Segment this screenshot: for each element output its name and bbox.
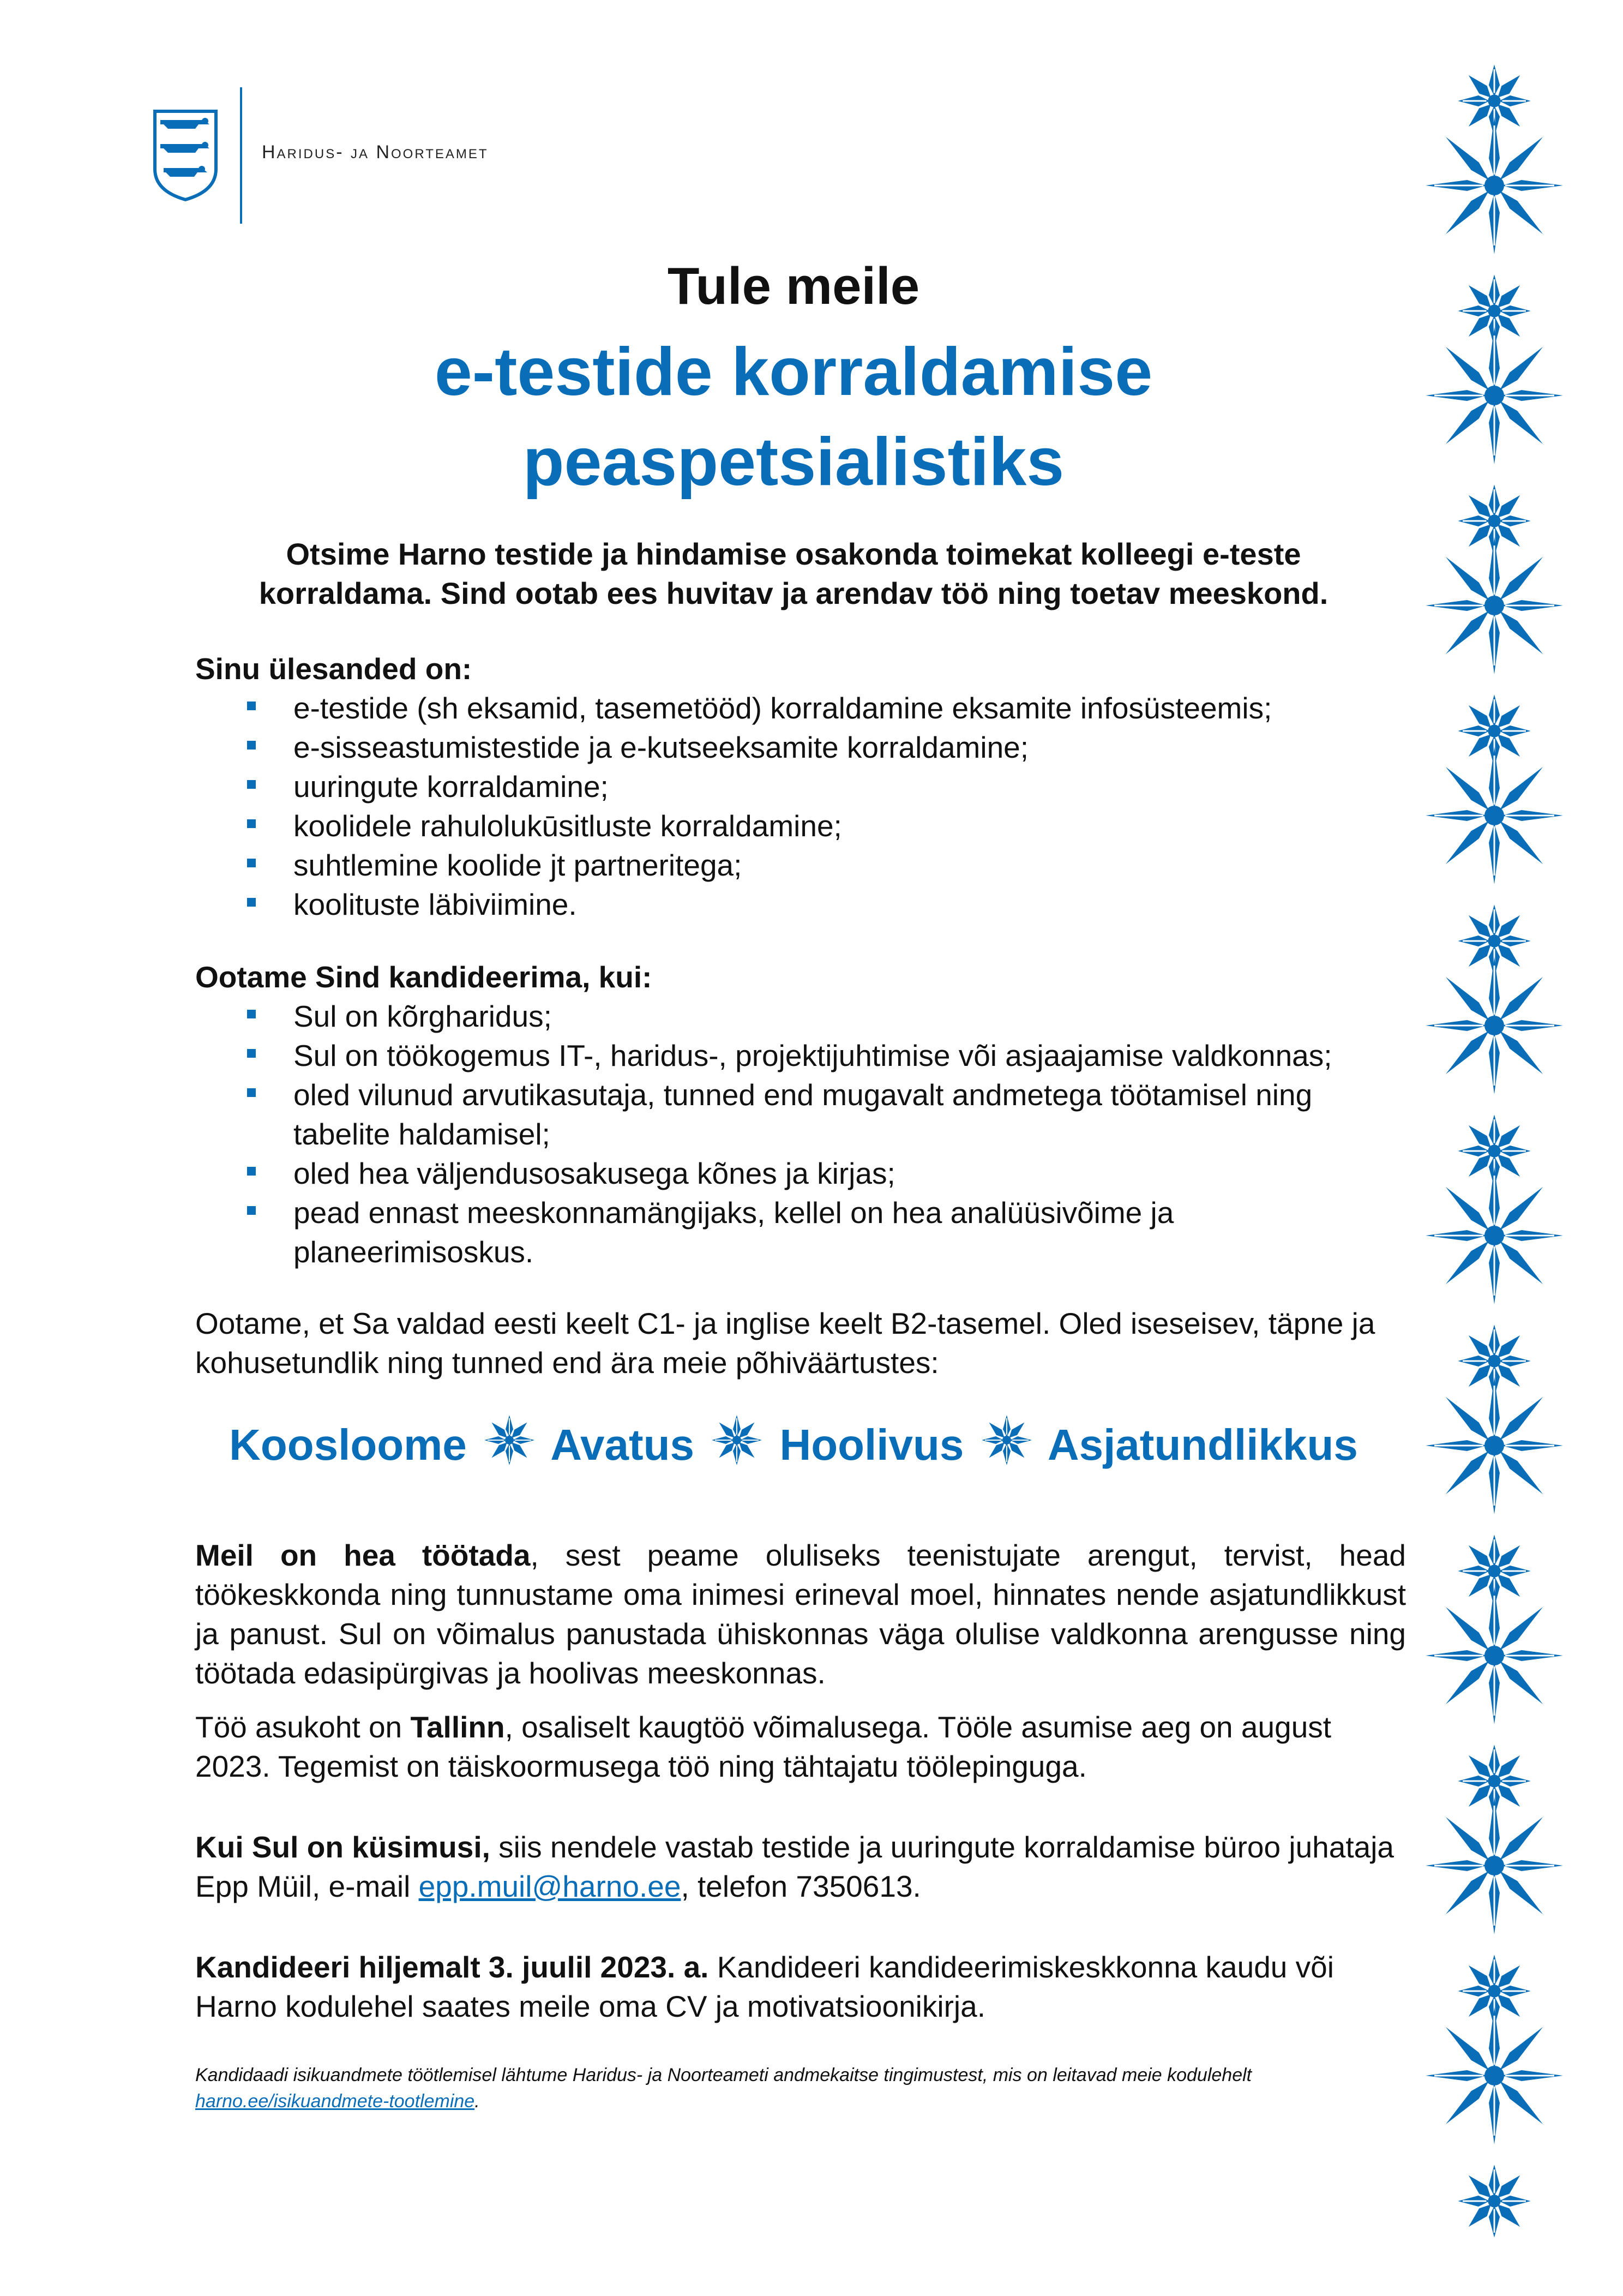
list-item: e-testide (sh eksamid, tasemetööd) korraldamine eksamite infosüsteemis; [195, 688, 1406, 728]
work-environment-rest: , sest peame oluliseks teenistujate arengut, tervist, head töökeskkonda ning tunnustame oma inimesi erineval moel, hinnates nende asjatundlikkust ja panust. Sul on võimalus panustada ühiskonnas väga olulise valdkonna arengusse ning töötada edasipürgivas ja hoolivas meeskonnas. [195, 1538, 1406, 1690]
list-item: koolidele rahulolukūsitluste korraldamine; [195, 806, 1406, 846]
apply-bold: Kandideeri hiljemalt 3. juulil 2023. a. [195, 1950, 709, 1984]
contact-text [195, 1827, 1406, 1906]
snowflake-star-icon [710, 1413, 764, 1467]
list-item: suhtlemine koolide jt partneritega; [195, 846, 1406, 885]
snowflake-star-icon [1458, 2165, 1530, 2237]
snowflake-star-icon [1426, 1377, 1563, 1514]
org-name: Haridus- ja Noorteamet [262, 142, 489, 163]
job-title-line2: peaspetsialistiks [522, 424, 1065, 500]
email-link[interactable]: epp.muil@harno.ee [418, 1869, 681, 1903]
list-item: uuringute korraldamine; [195, 767, 1406, 806]
snowflake-star-icon [1426, 537, 1563, 674]
value-item: Avatus [550, 1420, 695, 1469]
location-pre: Töö asukoht on [195, 1710, 411, 1744]
title-small: Tule meile [667, 257, 920, 315]
list-item: Sul on kõrgharidus; [195, 997, 1406, 1036]
work-environment-text [195, 1536, 1406, 1693]
snowflake-star-icon [1426, 1167, 1563, 1304]
list-item: koolituste läbiviimine. [195, 885, 1406, 924]
ornament-column [1412, 55, 1576, 2291]
privacy-note [195, 2062, 1406, 2114]
snowflake-star-icon [979, 1413, 1034, 1467]
value-item: Hoolivus [779, 1420, 964, 1469]
coat-of-arms-icon [153, 109, 218, 202]
job-title-line1: e-testide korraldamise [434, 334, 1153, 410]
value-item: Koosloome [229, 1420, 467, 1469]
tasks-list [195, 688, 1406, 924]
header-logo [153, 87, 567, 229]
apply-rest: Kandideeri kandideerimiskeskkonna kaudu või Harno kodulehel saates meile oma CV ja motivatsioonikirja. [195, 1950, 1334, 2023]
tasks-section [195, 649, 1406, 924]
list-item: pead ennast meeskonnamängijaks, kellel on hea analüüsivõime ja planeerimisoskus. [195, 1193, 1406, 1272]
snowflake-star-icon [1426, 2007, 1563, 2144]
privacy-link[interactable]: harno.ee/isikuandmete-tootlemine [195, 2091, 475, 2112]
logo-divider [240, 87, 242, 224]
job-title [153, 327, 1434, 507]
list-item: Sul on töökogemus IT-, haridus-, projektijuhtimise või asjaajamise valdkonnas; [195, 1036, 1406, 1075]
value-item: Asjatundlikkus [1047, 1420, 1358, 1469]
tasks-heading: Sinu ülesanded on: [195, 652, 472, 686]
privacy-pre: Kandidaadi isikuandmete töötlemisel lähtume Haridus- ja Noorteameti andmekaitse tingimustest, mis on leitavad meie kodulehelt [195, 2065, 1252, 2085]
list-item: oled hea väljendusosakusega kõnes ja kirjas; [195, 1154, 1406, 1193]
contact-pre: siis nendele vastab testide ja uuringute korraldamise büroo juhataja Epp Müil, e-mail [195, 1830, 1394, 1903]
intro-text: Otsime Harno testide ja hindamise osakonda toimekat kolleegi e-teste korraldama. Sind ootab ees huvitav ja arendav töö ning toetav meeskond. [259, 537, 1329, 610]
snowflake-star-icon [1426, 747, 1563, 884]
snowflake-star-icon [1426, 957, 1563, 1094]
core-values [153, 1413, 1434, 1470]
requirements-list [195, 997, 1406, 1272]
work-environment-bold: Meil on hea töötada [195, 1538, 531, 1572]
location-rest: , osaliselt kaugtöö võimalusega. Tööle asumise aeg on august 2023. Tegemist on täiskoormusega töö ning tähtajatu töölepinguga. [195, 1710, 1332, 1783]
contact-bold: Kui Sul on küsimusi, [195, 1830, 490, 1864]
snowflake-star-icon [482, 1413, 537, 1467]
snowflake-star-icon [1426, 327, 1563, 464]
snowflake-star-icon [1426, 1587, 1563, 1724]
apply-text [195, 1947, 1406, 2026]
language-text: Ootame, et Sa valdad eesti keelt C1- ja inglise keelt B2-tasemel. Oled iseseisev, täpne ja kohusetundlik ning tunned end ära meie põhiväärtustes: [195, 1306, 1375, 1380]
snowflake-star-icon [1426, 117, 1563, 254]
list-item: e-sisseastumistestide ja e-kutseeksamite korraldamine; [195, 728, 1406, 767]
requirements-heading: Ootame Sind kandideerima, kui: [195, 960, 652, 994]
requirements-section [195, 957, 1406, 1272]
list-item: oled vilunud arvutikasutaja, tunned end mugavalt andmetega töötamisel ning tabelite haldamisel; [195, 1075, 1406, 1154]
location-city: Tallinn [410, 1710, 505, 1744]
snowflake-star-icon [1426, 1797, 1563, 1934]
privacy-post: . [474, 2091, 480, 2112]
contact-post: , telefon 7350613. [681, 1869, 921, 1903]
location-text [195, 1707, 1406, 1786]
